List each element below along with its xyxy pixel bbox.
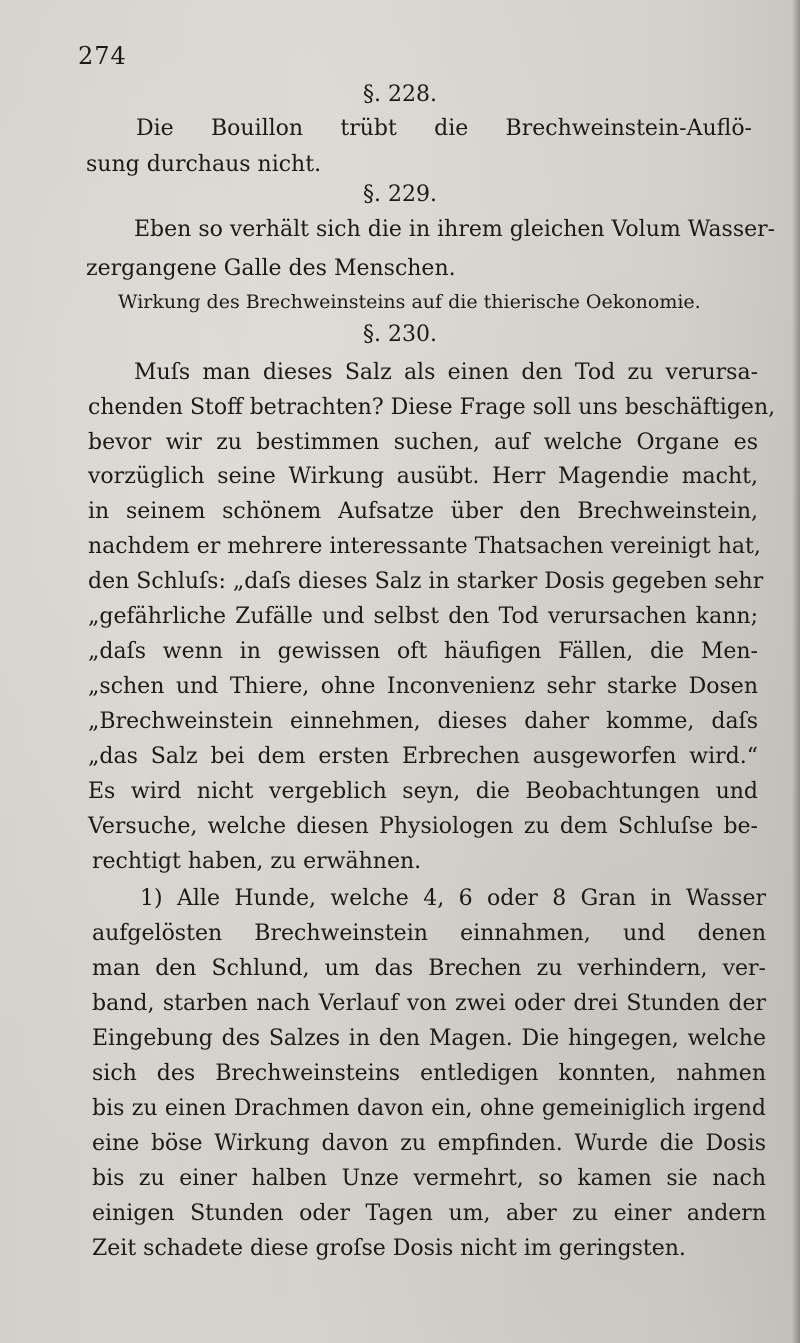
text-line: in seinem schönem Aufsatze über den Brechweinstein,	[88, 499, 758, 524]
text-line: 1) Alle Hunde, welche 4, 6 oder 8 Gran in Wasser	[140, 886, 766, 911]
section-heading: Wirkung des Brechweinsteins auf die thierische Oekonomie.	[118, 291, 701, 313]
text-line: „gefährliche Zufälle und selbst den Tod verursachen kann;	[88, 604, 758, 629]
section-230-number: §. 230.	[363, 322, 437, 347]
text-line: aufgelösten Brechweinstein einnahmen, und denen	[92, 921, 766, 946]
text-line: den Schluſs: „daſs dieses Salz in starker Dosis gegeben sehr	[88, 569, 764, 594]
text-line: man den Schlund, um das Brechen zu verhindern, ver-	[92, 956, 766, 981]
section-228-number: §. 228.	[363, 82, 437, 107]
text-line: „Brechweinstein einnehmen, dieses daher komme, daſs	[88, 709, 758, 734]
text-line: „schen und Thiere, ohne Inconvenienz sehr starke Dosen	[88, 674, 758, 699]
text-line: „daſs wenn in gewissen oft häufigen Fällen, die Men-	[88, 639, 758, 664]
text-line: bis zu einer halben Unze vermehrt, so kamen sie nach	[92, 1166, 766, 1191]
text-line: rechtigt haben, zu erwähnen.	[92, 849, 422, 874]
text-line: sung durchaus nicht.	[86, 152, 322, 177]
text-line: bis zu einen Drachmen davon ein, ohne gemeiniglich irgend	[92, 1096, 766, 1121]
text-line: chenden Stoff betrachten? Diese Frage soll uns beschäftigen,	[88, 395, 776, 420]
text-line: nachdem er mehrere interessante Thatsachen vereinigt hat,	[88, 534, 761, 559]
text-line: zergangene Galle des Menschen.	[86, 256, 456, 281]
text-line: sich des Brechweinsteins entledigen konnten, nahmen	[92, 1061, 766, 1086]
text-line: Versuche, welche diesen Physiologen zu dem Schluſse be-	[88, 814, 758, 839]
text-line: Die Bouillon trübt die Brechweinstein-Auflö-	[136, 116, 752, 141]
text-line: Eingebung des Salzes in den Magen. Die hingegen, welche	[92, 1026, 766, 1051]
page-number: 274	[78, 42, 127, 70]
text-line: Zeit schadete diese groſse Dosis nicht im geringsten.	[92, 1236, 686, 1261]
text-line: einigen Stunden oder Tagen um, aber zu einer andern	[92, 1201, 766, 1226]
text-line: band, starben nach Verlauf von zwei oder drei Stunden der	[92, 991, 766, 1016]
text-line: Muſs man dieses Salz als einen den Tod zu verursa-	[134, 360, 758, 385]
text-line: „das Salz bei dem ersten Erbrechen ausgeworfen wird.“	[88, 744, 758, 769]
section-229-number: §. 229.	[363, 182, 437, 207]
text-line: eine böse Wirkung davon zu empfinden. Wurde die Dosis	[92, 1131, 766, 1156]
text-line: Eben so verhält sich die in ihrem gleichen Volum Wasser-	[134, 217, 776, 242]
text-line: bevor wir zu bestimmen suchen, auf welche Organe es	[88, 430, 758, 455]
text-line: vorzüglich seine Wirkung ausübt. Herr Magendie macht,	[88, 464, 758, 489]
text-line: Es wird nicht vergeblich seyn, die Beobachtungen und	[88, 779, 758, 804]
